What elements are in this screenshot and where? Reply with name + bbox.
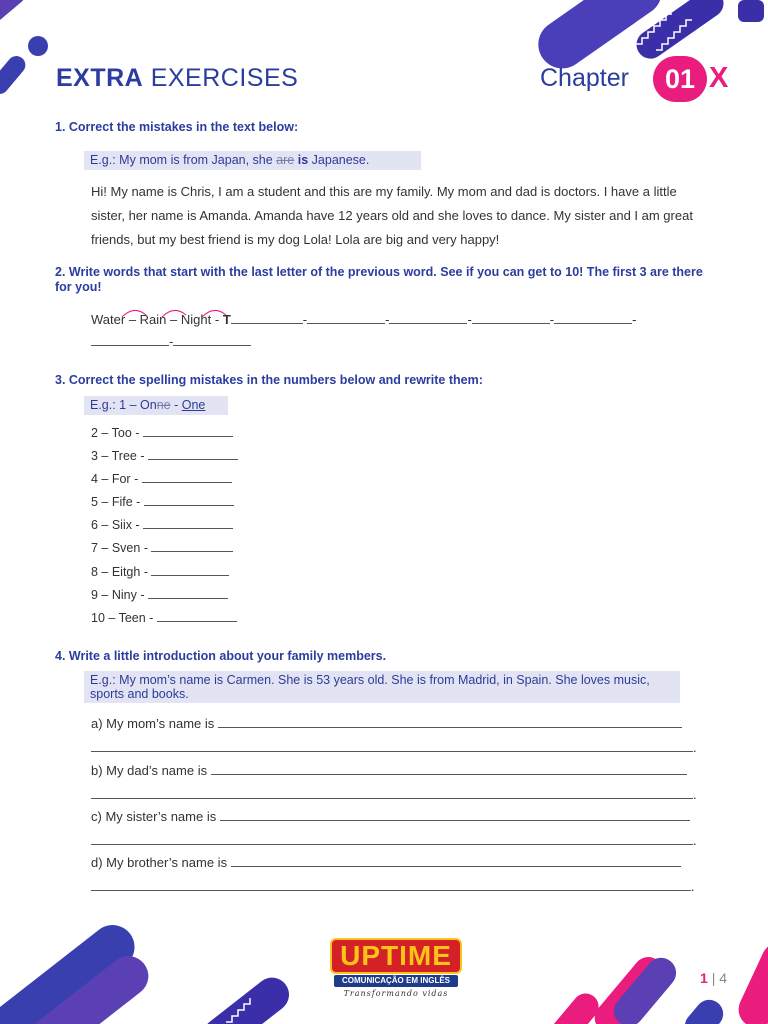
chapter-suffix: X xyxy=(709,62,729,94)
answer-line[interactable] xyxy=(157,611,237,622)
exercise-1-example xyxy=(84,151,421,170)
exercise-3-prompt: 3. Correct the spelling mistakes in the numbers below and rewrite them: xyxy=(55,373,483,387)
logo-wordmark: UPTIME xyxy=(330,938,462,974)
word-chain-word-2: Rain xyxy=(139,312,167,327)
chapter-label: Chapter xyxy=(540,64,629,92)
decor-shape xyxy=(526,988,604,1024)
decor-shape xyxy=(738,0,764,22)
number-item-label: 6 – Siix - xyxy=(91,518,140,532)
word-chain-start-letter: T xyxy=(222,312,231,327)
answer-line[interactable] xyxy=(144,495,234,506)
family-item-continuation: . xyxy=(91,740,697,755)
number-item-label: 5 – Fife - xyxy=(91,495,141,509)
answer-line[interactable] xyxy=(389,313,467,324)
answer-line[interactable] xyxy=(554,313,632,324)
arrow-curves xyxy=(118,305,228,319)
number-item xyxy=(91,426,233,440)
answer-line[interactable] xyxy=(91,788,693,799)
number-item-label: 8 – Eitgh - xyxy=(91,565,148,579)
number-item xyxy=(91,565,229,579)
number-item-label: 9 – Niny - xyxy=(91,588,145,602)
exercise-1-prompt: 1. Correct the mistakes in the text below: xyxy=(55,120,299,134)
title-bold: EXTRA xyxy=(56,64,144,92)
number-item-label: 4 – For - xyxy=(91,472,139,486)
number-item-label: 10 – Teen - xyxy=(91,611,154,625)
number-item-label: 7 – Sven - xyxy=(91,541,148,555)
number-item xyxy=(91,472,232,486)
number-item xyxy=(91,588,228,602)
exercise-4-example: E.g.: My mom’s name is Carmen. She is 53 years old. She is from Madrid, in Spain. She loves music, sports and books. xyxy=(84,671,680,703)
family-item-label: a) My mom’s name is xyxy=(91,716,215,731)
number-item xyxy=(91,518,233,532)
page-number xyxy=(700,970,727,986)
zigzag-pattern xyxy=(196,992,286,1024)
family-item xyxy=(91,855,681,870)
answer-line[interactable] xyxy=(472,313,550,324)
answer-line[interactable] xyxy=(307,313,385,324)
answer-line[interactable] xyxy=(173,335,251,346)
page-title xyxy=(56,64,298,93)
example-correct-word: is xyxy=(297,153,309,167)
word-chain-row-2: - xyxy=(91,334,251,349)
page-current: 1 xyxy=(700,970,708,986)
exercise-2-prompt: 2. Write words that start with the last letter of the previous word. See if you can get to 10! The first 3 are there for you! xyxy=(55,265,703,294)
exercise-3-example: E.g.: 1 – Onne - One xyxy=(84,396,228,415)
family-item-label: c) My sister’s name is xyxy=(91,809,217,824)
number-item-label: 3 – Tree - xyxy=(91,449,145,463)
decor-shape xyxy=(0,52,29,97)
example-suffix: Japanese. xyxy=(311,153,370,167)
family-item-continuation: . xyxy=(91,787,697,802)
word-chain-word-1: Water xyxy=(91,312,126,327)
decor-shape xyxy=(733,937,768,1024)
answer-line[interactable] xyxy=(91,834,693,845)
title-rest: EXERCISES xyxy=(150,64,299,92)
answer-line[interactable] xyxy=(91,880,691,891)
answer-line[interactable] xyxy=(151,565,229,576)
answer-line[interactable] xyxy=(148,588,228,599)
page-separator: | xyxy=(711,970,716,986)
chapter-number-badge: 01 xyxy=(653,56,707,102)
word-chain-row: Water – Rain – Night - T - - - - - xyxy=(91,312,637,327)
number-item xyxy=(91,611,237,625)
answer-line[interactable] xyxy=(142,472,232,483)
answer-line[interactable] xyxy=(143,426,233,437)
example-answer: One xyxy=(181,398,206,412)
answer-line[interactable] xyxy=(220,810,690,821)
answer-line[interactable] xyxy=(143,518,233,529)
family-item xyxy=(91,716,682,731)
answer-line[interactable] xyxy=(231,313,303,324)
word-chain-word-3: Night xyxy=(180,312,212,327)
family-item xyxy=(91,809,690,824)
family-item xyxy=(91,763,687,778)
exercise-4-prompt: 4. Write a little introduction about your family members. xyxy=(55,649,387,663)
decor-dot xyxy=(28,36,48,56)
decor-shape xyxy=(679,994,729,1024)
zigzag-pattern xyxy=(632,4,722,54)
family-item-label: b) My dad’s name is xyxy=(91,763,208,778)
number-item xyxy=(91,449,238,463)
family-item-continuation: . xyxy=(91,833,697,848)
answer-line[interactable] xyxy=(91,741,693,752)
number-item xyxy=(91,541,233,555)
example-wrong-word: are xyxy=(276,153,295,167)
exercise-1-text: Hi! My name is Chris, I am a student and this are my family. My mom and dad is doctors. I have a little sister, her name is Amanda. Amanda have 12 years old and she loves to dance. My sister and I am great friends, but my best friend is my dog Lola! Lola are big and very happy! xyxy=(91,184,693,247)
answer-line[interactable] xyxy=(231,856,681,867)
answer-line[interactable] xyxy=(91,335,169,346)
answer-line[interactable] xyxy=(148,449,238,460)
answer-line[interactable] xyxy=(218,717,682,728)
example-prefix: E.g.: My mom is from Japan, she xyxy=(90,153,273,167)
example-wrong-letters: ne xyxy=(156,398,171,412)
number-item-label: 2 – Too - xyxy=(91,426,140,440)
number-item xyxy=(91,495,234,509)
family-item-label: d) My brother’s name is xyxy=(91,855,228,870)
example-prefix: E.g.: 1 – On xyxy=(90,398,157,412)
answer-line[interactable] xyxy=(151,541,233,552)
page-total: 4 xyxy=(719,970,728,986)
logo-subtitle: COMUNICAÇÃO EM INGLÊS xyxy=(334,975,458,987)
family-item-continuation: . xyxy=(91,879,695,894)
logo-tagline: Transformando vidas xyxy=(343,989,449,998)
answer-line[interactable] xyxy=(211,764,687,775)
uptime-logo xyxy=(330,938,462,998)
decor-shape xyxy=(0,0,31,32)
